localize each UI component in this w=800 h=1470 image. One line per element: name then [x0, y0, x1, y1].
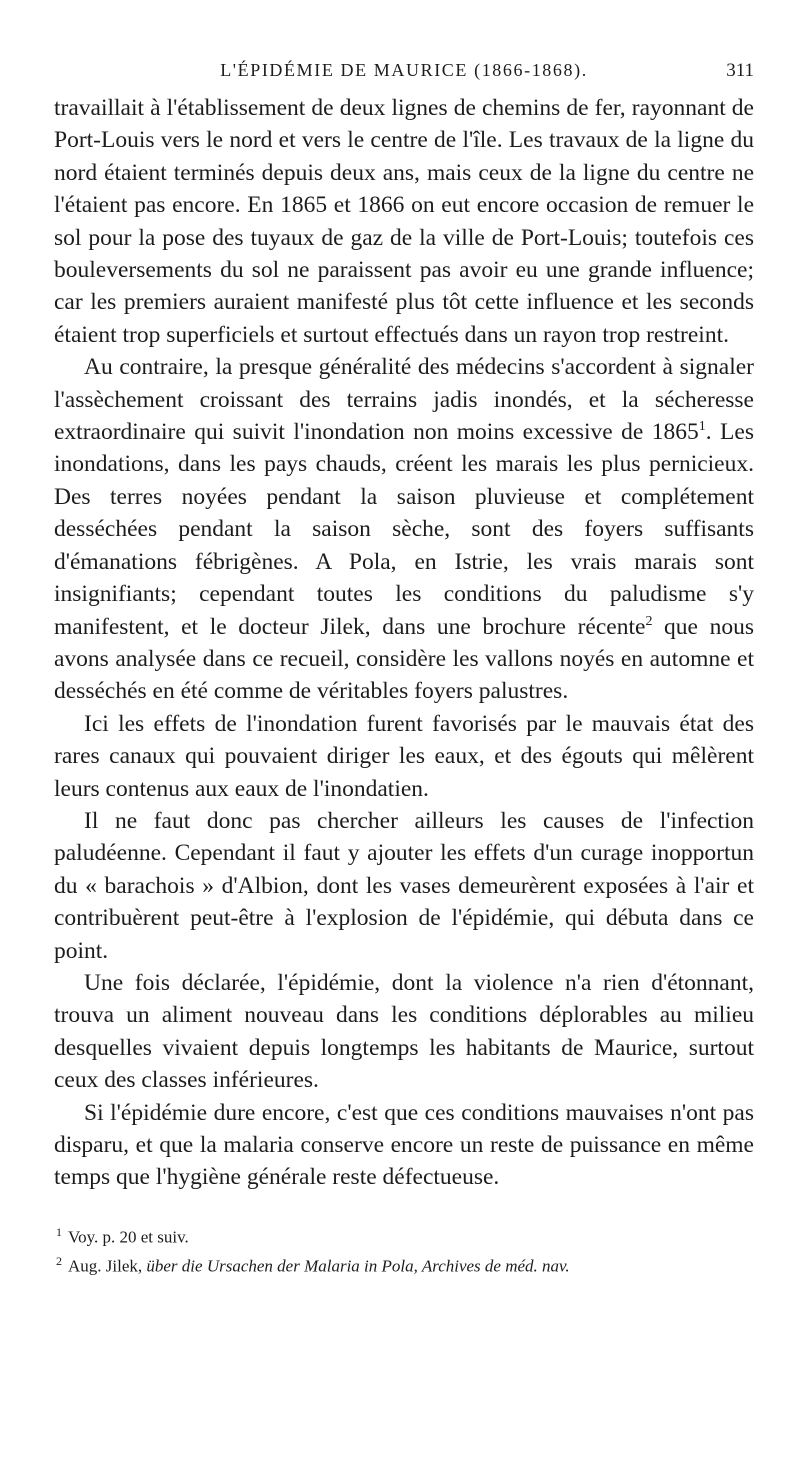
paragraph-conclusion: Si l'épidémie dure encore, c'est que ces conditions mauvaises n'ont pas disparu, et que la malaria conserve encore un reste de puissance en même temps que l'hygiène générale reste défectueuse. — [54, 1099, 754, 1191]
book-page — [54, 60, 754, 1279]
paragraph-drying — [54, 351, 754, 707]
page-number: 311 — [726, 60, 754, 81]
running-head — [54, 60, 754, 90]
footnote-1 — [54, 1220, 754, 1250]
footnote-mark: 2 — [56, 1254, 62, 1269]
footnote-2 — [54, 1249, 754, 1279]
footnote-author: Aug. Jilek, — [68, 1257, 143, 1277]
footnote-mark: 1 — [56, 1224, 62, 1239]
paragraph-text: Au contraire, la presque généralité des médecins s'accordent à signaler l'assèchement croissant des terrains jadis inondés, et la sécheresse extraordinaire qui suivit l'inondation non moins excessive de 1865 — [54, 354, 754, 446]
paragraph-canals: Ici les effets de l'inondation furent favorisés par le mauvais état des rares canaux qui pouvaient diriger les eaux, et des égouts qui mêlèrent leurs contenus aux eaux de l'inondatien. — [54, 710, 754, 802]
footnote-reference-2: 2 — [645, 613, 653, 629]
footnote-text: Voy. p. 20 et suiv. — [68, 1227, 189, 1247]
footnotes — [54, 1220, 754, 1279]
footnote-reference-1: 1 — [698, 419, 706, 435]
footnote-title: über die Ursachen der Malaria in Pola, Archives de méd. nav. — [146, 1257, 570, 1277]
paragraph-epidemic: Une fois déclarée, l'épidémie, dont la violence n'a rien d'étonnant, trouva un aliment nouveau dans les conditions déplorables au milieu desquelles vivaient depuis longtemps les habitants de Maurice, surtout ceux des classes inférieures. — [54, 969, 754, 1094]
paragraph-railways: travaillait à l'établissement de deux lignes de chemins de fer, rayonnant de Port-Louis vers le nord et vers le centre de l'île. Les travaux de la ligne du nord étaient terminés depuis deux ans, mais ceux de la ligne du centre ne l'étaient pas encore. En 1865 et 1866 on eut encore occasion de remuer le sol pour la pose des tuyaux de gaz de la ville de Port-Louis; toutefois ces bouleversements du sol ne paraissent pas avoir eu une grande influence; car les premiers auraient manifesté plus tôt cette influence et les seconds étaient trop superficiels et surtout effectués dans un rayon trop restreint. — [54, 95, 754, 348]
paragraph-causes: Il ne faut donc pas chercher ailleurs les causes de l'infection paludéenne. Cependant il faut y ajouter les effets d'un curage inopportun du « barachois » d'Albion, dont les vases demeurèrent exposées à l'air et contribuèrent peut-être à l'explosion de l'épidémie, qui débuta dans ce point. — [54, 807, 754, 964]
paragraph-text: que nous avons analysée dans ce recueil, considère les vallons noyés en automne et desséchés en été comme de véritables foyers palustres. — [54, 613, 754, 705]
running-title: L'ÉPIDÉMIE DE MAURICE (1866-1868). — [220, 60, 588, 80]
paragraph-text: . Les inondations, dans les pays chauds, créent les marais les plus pernicieux. Des terres noyées pendant la saison pluvieuse et complétement desséchées pendant la saison sèche, sont des foyers suffisants d'émanations fébrigènes. A Pola, en Istrie, les vrais marais sont insignifiants; cependant toutes les conditions du paludisme s'y manifestent, et le docteur Jilek, dans une brochure récente — [54, 419, 754, 640]
